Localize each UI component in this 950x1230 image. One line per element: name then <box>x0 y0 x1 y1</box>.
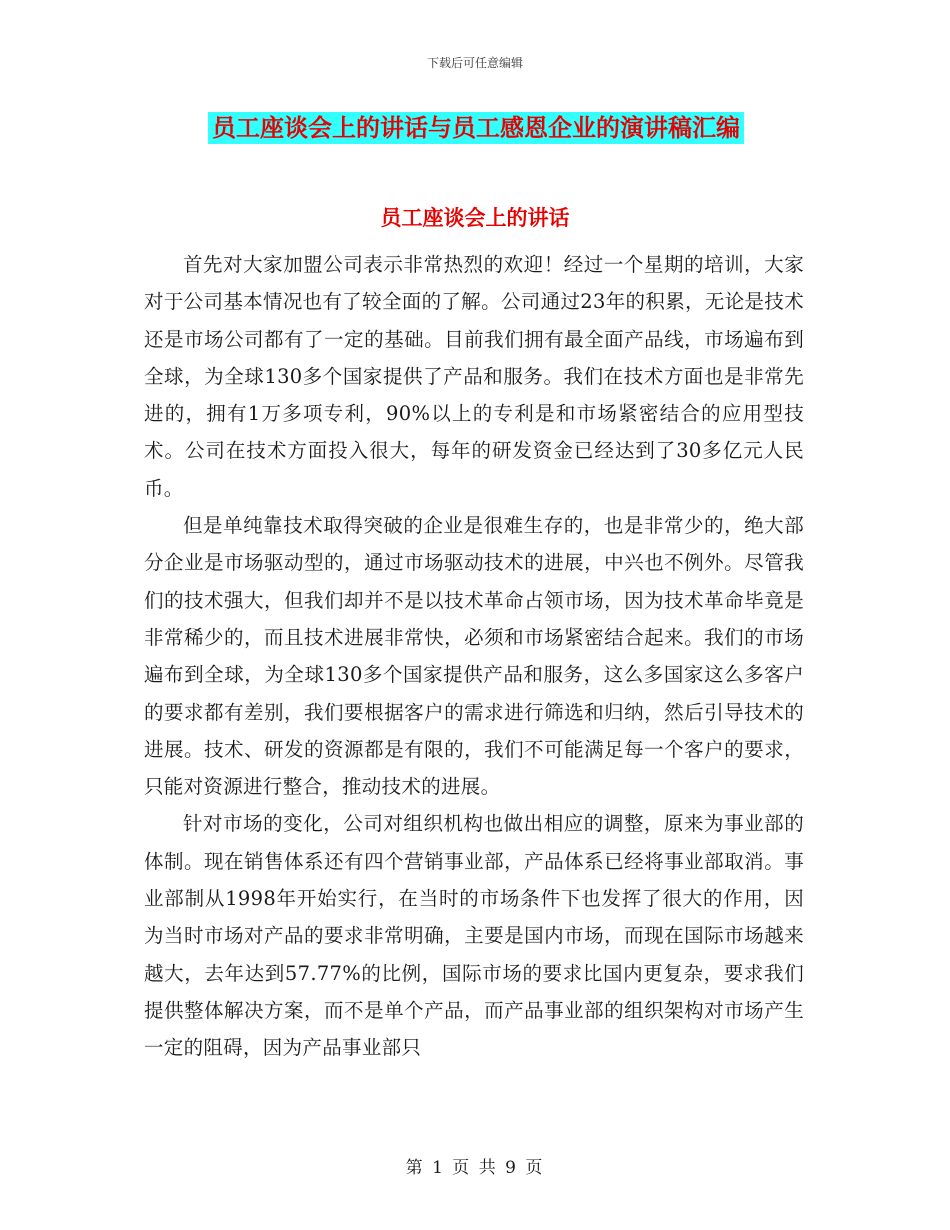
section-title: 员工座谈会上的讲话 <box>380 206 570 230</box>
page-number: 第 1 页 共 9 页 <box>405 1158 545 1178</box>
paragraph-3: 针对市场的变化，公司对组织机构也做出相应的调整，原来为事业部的体制。现在销售体系还有四个营销事业部，产品体系已经将事业部取消。事业部制从1998年开始实行，在当时的市场条件下也发挥了很大的作用，因为当时市场对产品的要求非常明确，主要是国内市场，而现在国际市场越来越大，去年达到57.77%的比例，国际市场的要求比国内更复杂，要求我们提供整体解决方案，而不是单个产品，而产品事业部的组织架构对市场产生一定的阻碍，因为产品事业部只 <box>144 812 804 1060</box>
header-note: 下载后可任意编辑 <box>426 56 523 70</box>
paragraph-1: 首先对大家加盟公司表示非常热烈的欢迎！经过一个星期的培训，大家对于公司基本情况也有了较全面的了解。公司通过23年的积累，无论是技术还是市场公司都有了一定的基础。目前我们拥有最全面产品线，市场遍布到全球，为全球130多个国家提供了产品和服务。我们在技术方面也是非常先进的，拥有1万多项专利，90%以上的专利是和市场紧密结合的应用型技术。公司在技术方面投入很大，每年的研发资金已经达到了30多亿元人民币。 <box>144 253 804 500</box>
body-text <box>144 246 804 1067</box>
paragraph-2: 但是单纯靠技术取得突破的企业是很难生存的，也是非常少的，绝大部分企业是市场驱动型的，通过市场驱动技术的进展，中兴也不例外。尽管我们的技术强大，但我们却并不是以技术革命占领市场，因为技术革命毕竟是非常稀少的，而且技术进展非常快，必须和市场紧密结合起来。我们的市场遍布到全球，为全球130多个国家提供产品和服务，这么多国家这么多客户的要求都有差别，我们要根据客户的需求进行筛选和归纳，然后引导技术的进展。技术、研发的资源都是有限的，我们不可能满足每一个客户的要求，只能对资源进行整合，推动技术的进展。 <box>144 514 804 799</box>
document-title: 员工座谈会上的讲话与员工感恩企业的演讲稿汇编 <box>208 112 744 144</box>
